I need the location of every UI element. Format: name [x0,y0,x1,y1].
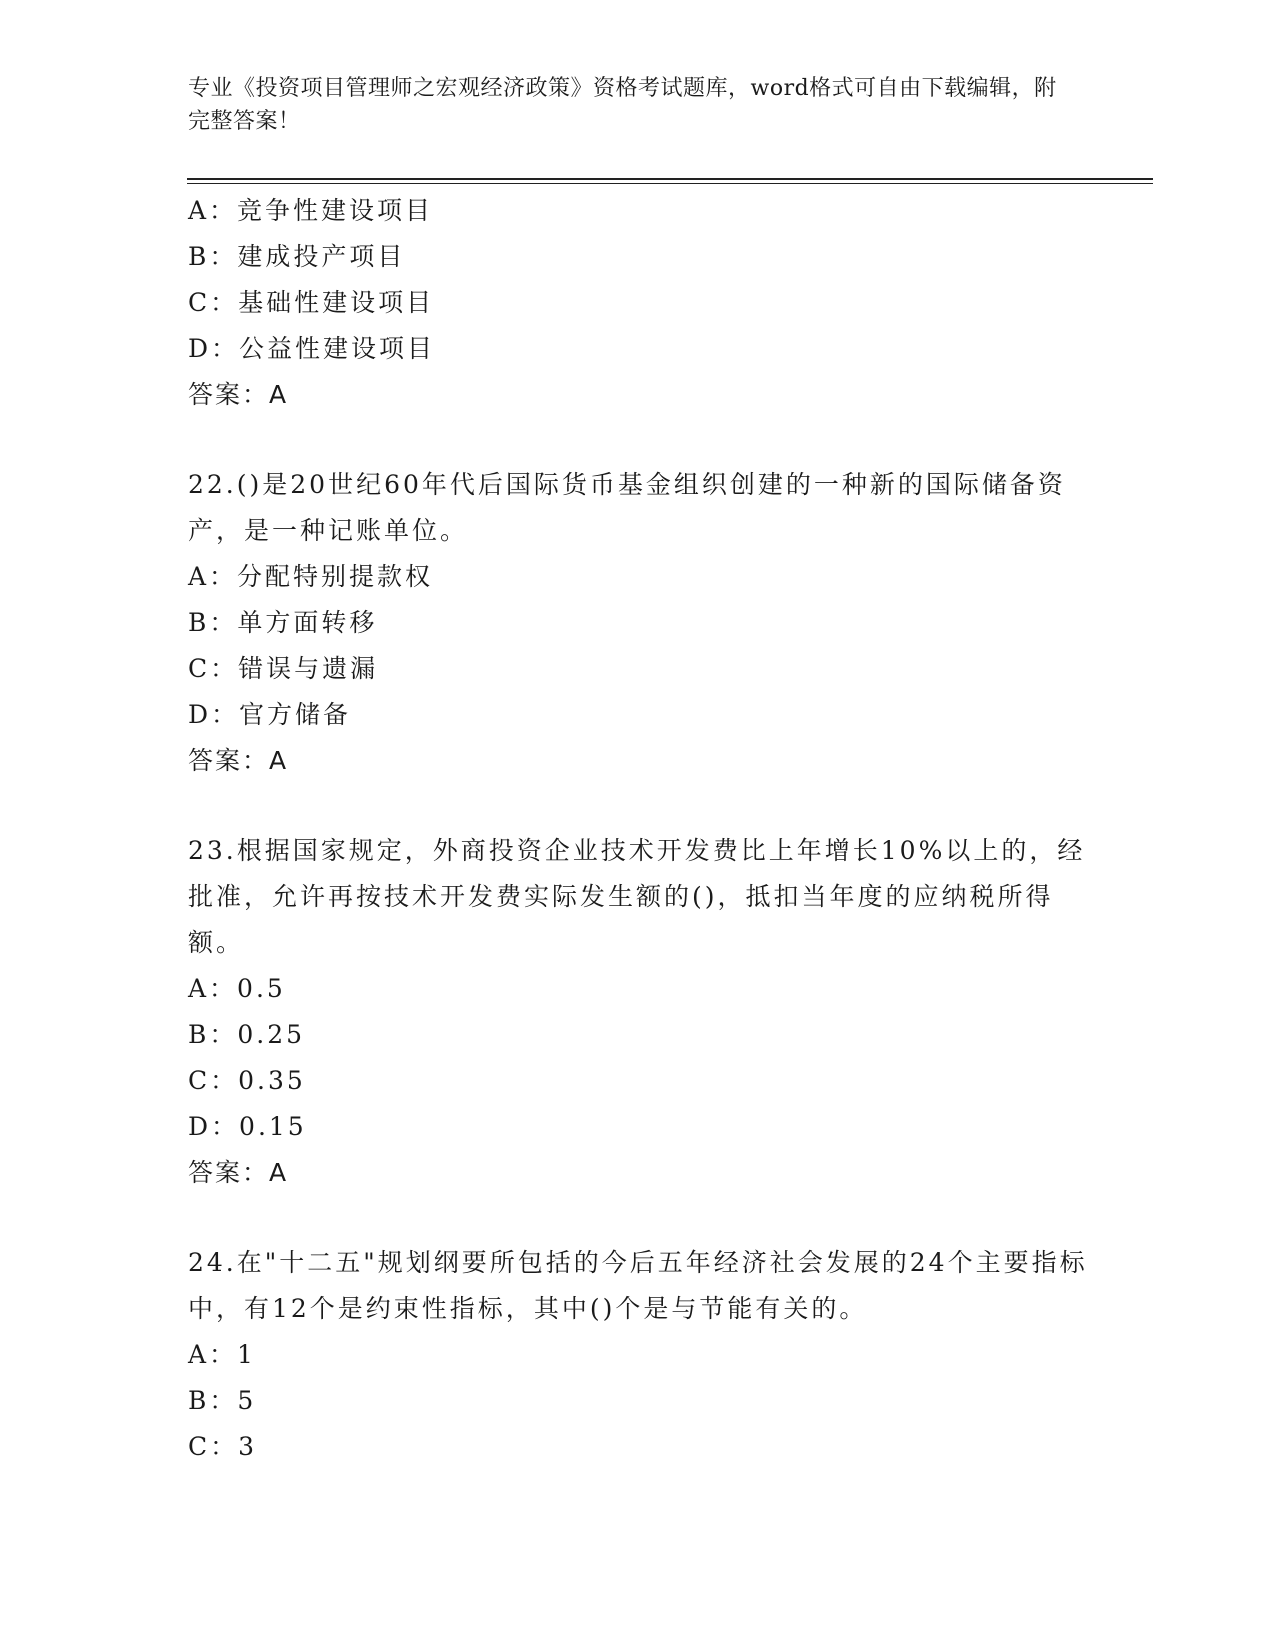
option-c: C：0.35 [188,1066,306,1095]
option-d: D：0.15 [188,1112,307,1141]
option-a: A：分配特别提款权 [188,562,434,591]
option-a: A：竞争性建设项目 [188,196,434,225]
document-header: 专业《投资项目管理师之宏观经济政策》资格考试题库，word格式可自由下载编辑，附完整答案！ [188,76,1057,134]
answer: 答案：A [188,1158,289,1187]
question-21 [188,188,1088,418]
question-24 [188,1240,1088,1470]
option-a: A：0.5 [188,974,286,1003]
option-a: A：1 [188,1340,256,1369]
answer: 答案：A [188,380,289,409]
header-divider-thin [187,183,1153,184]
option-c: C：基础性建设项目 [188,288,435,317]
option-d: D：官方储备 [188,700,352,729]
question-stem: 22.()是20世纪60年代后国际货币基金组织创建的一种新的国际储备资产，是一种记账单位。 [188,470,1066,545]
option-c: C：错误与遗漏 [188,654,379,683]
option-b: B：5 [188,1386,257,1415]
question-stem: 24.在"十二五"规划纲要所包括的今后五年经济社会发展的24个主要指标中，有12个是约束性指标，其中()个是与节能有关的。 [188,1248,1088,1323]
question-22 [188,462,1088,784]
option-d: D：公益性建设项目 [188,334,436,363]
option-b: B：建成投产项目 [188,242,406,271]
question-stem: 23.根据国家规定，外商投资企业技术开发费比上年增长10%以上的，经批准，允许再按技术开发费实际发生额的()，抵扣当年度的应纳税所得额。 [188,836,1086,957]
option-b: B：单方面转移 [188,608,378,637]
option-c: C：3 [188,1432,258,1461]
question-23 [188,828,1088,1196]
question-list [188,188,1088,1470]
option-b: B：0.25 [188,1020,306,1049]
header-divider [187,178,1153,180]
answer: 答案：A [188,746,289,775]
